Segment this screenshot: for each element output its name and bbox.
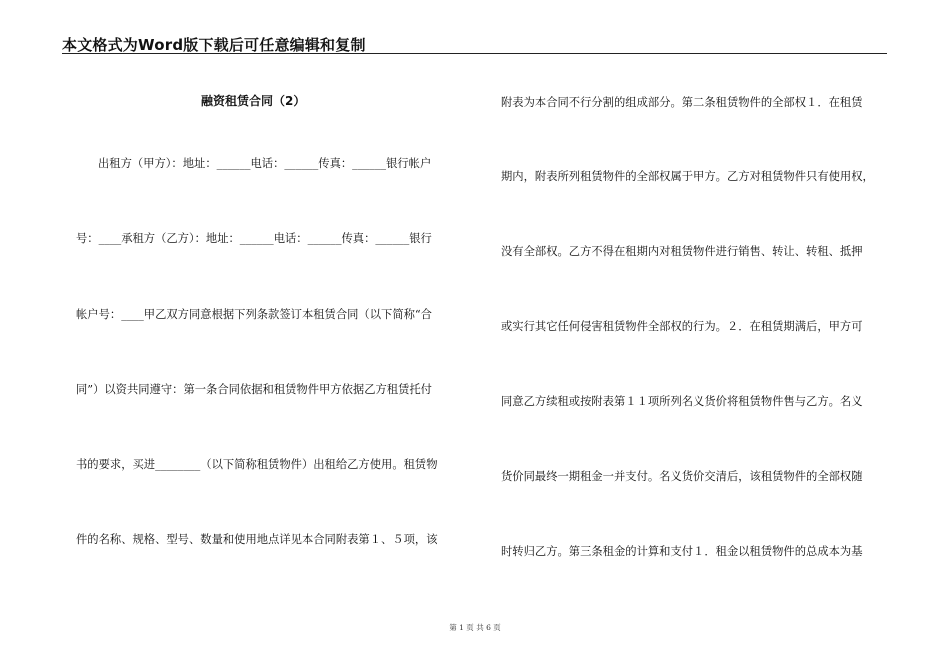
paragraph-line: 时转归乙方。第三条租金的计算和支付１．租金以租赁物件的总成本为基 bbox=[501, 545, 863, 558]
paragraph-line: 附表为本合同不行分割的组成部分。第二条租赁物件的全部权１．在租赁 bbox=[501, 96, 863, 109]
paragraph-line: 件的名称、规格、型号、数量和使用地点详见本合同附表第１、５项，该 bbox=[76, 533, 438, 546]
document-title: 融资租赁合同（2） bbox=[201, 94, 306, 108]
paragraph-line: 帐户号：____甲乙双方同意根据下列条款签订本租赁合同（以下简称“合 bbox=[76, 308, 432, 321]
paragraph-line: 同意乙方续租或按附表第１１项所列名义货价将租赁物件售与乙方。名义 bbox=[501, 395, 863, 408]
page-number: 第 1 页 共 6 页 bbox=[449, 623, 501, 632]
banner-divider bbox=[62, 53, 887, 54]
download-banner: 本文格式为Word版下载后可任意编辑和复制 bbox=[62, 36, 366, 54]
paragraph-line: 号：____承租方（乙方）：地址：______电话：______传真：______银行 bbox=[76, 232, 432, 245]
paragraph-line: 货价同最终一期租金一并支付。名义货价交清后，该租赁物件的全部权随 bbox=[501, 470, 863, 483]
paragraph-line: 出租方（甲方）：地址：______电话：______传真：______银行帐户 bbox=[98, 157, 432, 170]
paragraph-line: 期内，附表所列租赁物件的全部权属于甲方。乙方对租赁物件只有使用权， bbox=[501, 170, 874, 183]
paragraph-line: 没有全部权。乙方不得在租期内对租赁物件进行销售、转让、转租、抵押 bbox=[501, 245, 863, 258]
paragraph-line: 同”）以资共同遵守：第一条合同依据和租赁物件甲方依据乙方租赁托付 bbox=[76, 383, 432, 396]
paragraph-line: 或实行其它任何侵害租赁物件全部权的行为。２．在租赁期满后，甲方可 bbox=[501, 320, 863, 333]
paragraph-line: 书的要求，买进________（以下简称租赁物件）出租给乙方使用。租赁物 bbox=[76, 458, 438, 471]
